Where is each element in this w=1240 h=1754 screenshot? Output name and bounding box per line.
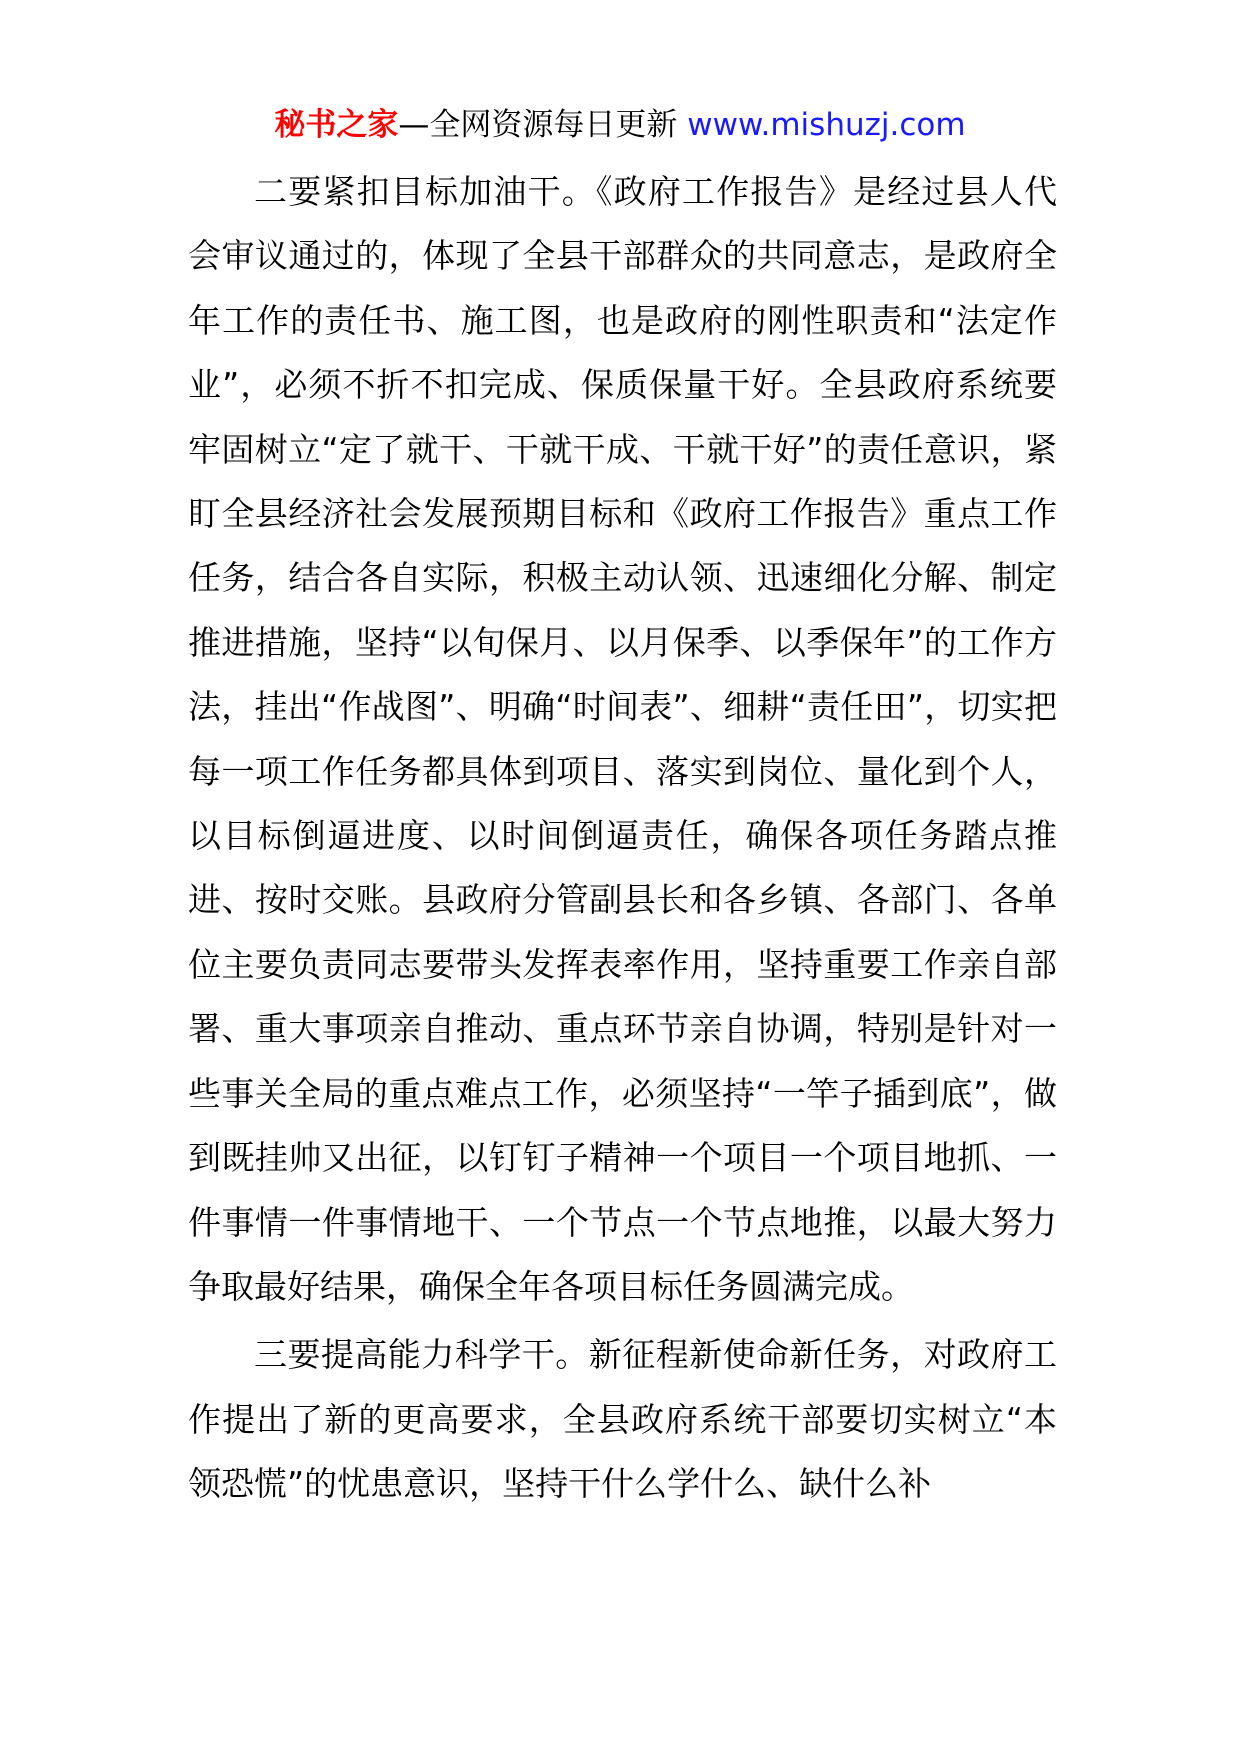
site-brand: 秘书之家 xyxy=(274,107,399,143)
document-body xyxy=(188,160,1057,1521)
paragraph-2: 二要紧扣目标加油干。《政府工作报告》是经过县人代会审议通过的，体现了全县干部群众的共同意志，是政府全年工作的责任书、施工图，也是政府的刚性职责和“法定作业”，必须不折不扣完成、保质保量干好。全县政府系统要牢固树立“定了就干、干就干成、干就干好”的责任意识，紧盯全县经济社会发展预期目标和《政府工作报告》重点工作任务，结合各自实际，积极主动认领、迅速细化分解、制定推进措施，坚持“以旬保月、以月保季、以季保年”的工作方法，挂出“作战图”、明确“时间表”、细耕“责任田”，切实把每一项工作任务都具体到项目、落实到岗位、量化到个人，以目标倒逼进度、以时间倒逼责任，确保各项任务踏点推进、按时交账。县政府分管副县长和各乡镇、各部门、各单位主要负责同志要带头发挥表率作用，坚持重要工作亲自部署、重大事项亲自推动、重点环节亲自协调，特别是针对一些事关全局的重点难点工作，必须坚持“一竿子插到底”，做到既挂帅又出征，以钉钉子精神一个项目一个项目地抓、一件事情一件事情地干、一个节点一个节点地推，以最大努力争取最好结果，确保全年各项目标任务圆满完成。 xyxy=(188,172,1057,1306)
site-tagline: —全网资源每日更新 xyxy=(398,107,678,143)
site-header xyxy=(0,98,1240,152)
site-url-link[interactable]: www.mishuzj.com xyxy=(687,107,966,143)
paragraph-3: 三要提高能力科学干。新征程新使命新任务，对政府工作提出了新的更高要求，全县政府系统干部要切实树立“本领恐慌”的忧患意识，坚持干什么学什么、缺什么补 xyxy=(188,1335,1057,1504)
